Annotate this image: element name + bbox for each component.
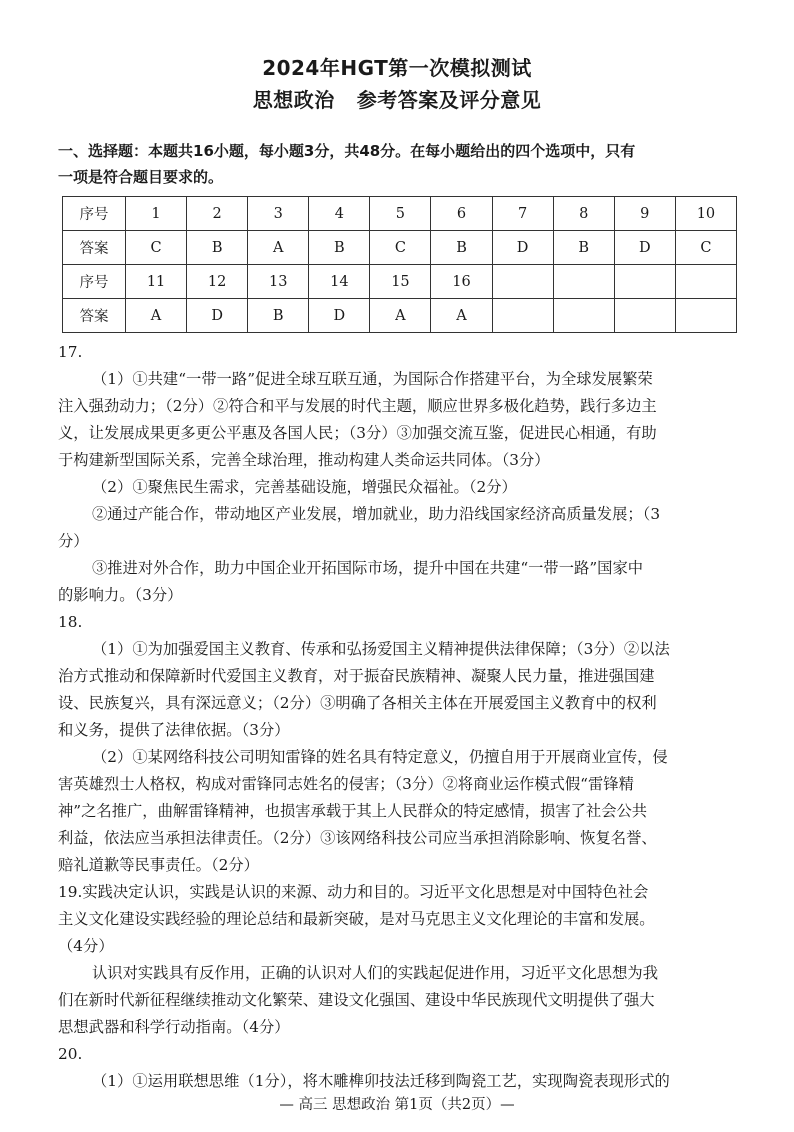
table-cell xyxy=(675,299,736,333)
table-cell: 12 xyxy=(187,265,248,299)
row-label: 序号 xyxy=(63,197,126,231)
table-cell: B xyxy=(309,231,370,265)
question-20-number: 20. xyxy=(58,1045,83,1063)
answer-text-line: ②通过产能合作，带动地区产业发展，增加就业，助力沿线国家经济高质量发展；（3 xyxy=(92,505,661,523)
answer-text-line: 赔礼道歉等民事责任。（2分） xyxy=(58,856,259,874)
answer-text-line: 治方式推动和保障新时代爱国主义教育，对于振奋民族精神、凝聚人民力量，推进强国建 xyxy=(58,667,655,685)
answer-text-line: （2）①聚焦民生需求，完善基础设施，增强民众福祉。（2分） xyxy=(92,478,517,496)
answer-text-line: 认识对实践具有反作用，正确的认识对人们的实践起促进作用，习近平文化思想为我 xyxy=(92,964,658,982)
table-row xyxy=(63,231,737,265)
answer-text-line: 的影响力。（3分） xyxy=(58,586,183,604)
answer-text-line: （1）①共建“一带一路”促进全球互联互通，为国际合作搭建平台，为全球发展繁荣 xyxy=(92,370,653,388)
table-row xyxy=(63,265,737,299)
table-cell: B xyxy=(431,231,492,265)
table-cell: 2 xyxy=(187,197,248,231)
table-cell: 5 xyxy=(370,197,431,231)
table-cell: D xyxy=(187,299,248,333)
subject-label: 思想政治 xyxy=(252,88,335,112)
table-cell: A xyxy=(126,299,187,333)
table-cell: 8 xyxy=(553,197,614,231)
question-19-text: 19.实践决定认识，实践是认识的来源、动力和目的。习近平文化思想是对中国特色社会 xyxy=(58,883,649,901)
row-label: 答案 xyxy=(63,299,126,333)
table-cell: 3 xyxy=(248,197,309,231)
answer-text-line: 义，让发展成果更多更公平惠及各国人民；（3分）③加强交流互鉴，促进民心相通，有助 xyxy=(58,424,657,442)
answer-text-line: 们在新时代新征程继续推动文化繁荣、建设文化强国、建设中华民族现代文明提供了强大 xyxy=(58,991,655,1009)
table-cell xyxy=(553,299,614,333)
answer-text-line: （1）①运用联想思维（1分），将木雕榫卯技法迁移到陶瓷工艺，实现陶瓷表现形式的 xyxy=(92,1072,670,1090)
answer-text-line: （4分） xyxy=(58,937,114,955)
table-cell: C xyxy=(675,231,736,265)
table-cell xyxy=(553,265,614,299)
table-cell: 16 xyxy=(431,265,492,299)
question-17-number: 17. xyxy=(58,343,83,361)
answer-text-line: 思想武器和科学行动指南。（4分） xyxy=(58,1018,290,1036)
answer-text-line: ③推进对外合作，助力中国企业开拓国际市场，提升中国在共建“一带一路”国家中 xyxy=(92,559,644,577)
table-cell: A xyxy=(370,299,431,333)
table-row xyxy=(63,197,737,231)
table-cell: B xyxy=(248,299,309,333)
answer-text-line: 分） xyxy=(58,532,89,550)
answer-text-line: 害英雄烈士人格权，构成对雷锋同志姓名的侵害；（3分）②将商业运作模式假“雷锋精 xyxy=(58,775,634,793)
answer-text-line: 利益，依法应当承担法律责任。（2分）③该网络科技公司应当承担消除影响、恢复名誉、 xyxy=(58,829,657,847)
table-row xyxy=(63,299,737,333)
table-cell: C xyxy=(370,231,431,265)
table-cell: 7 xyxy=(492,197,553,231)
table-cell: 1 xyxy=(126,197,187,231)
subtitle-label: 参考答案及评分意见 xyxy=(356,88,542,112)
table-cell xyxy=(675,265,736,299)
answer-text-line: 设、民族复兴，具有深远意义；（2分）③明确了各相关主体在开展爱国主义教育中的权利 xyxy=(58,694,657,712)
table-cell: 11 xyxy=(126,265,187,299)
page-subtitle xyxy=(0,84,794,113)
answer-text-line: （1）①为加强爱国主义教育、传承和弘扬爱国主义精神提供法律保障；（3分）②以法 xyxy=(92,640,670,658)
table-cell: D xyxy=(309,299,370,333)
answer-text-line: 注入强劲动力；（2分）②符合和平与发展的时代主题，顺应世界多极化趋势，践行多边主 xyxy=(58,397,657,415)
page-footer: — 高三 思想政治 第1页（共2页）— xyxy=(279,1097,515,1113)
table-cell: D xyxy=(492,231,553,265)
table-cell: 6 xyxy=(431,197,492,231)
row-label: 答案 xyxy=(63,231,126,265)
table-cell: B xyxy=(187,231,248,265)
table-cell xyxy=(492,265,553,299)
answer-text-line: （2）①某网络科技公司明知雷锋的姓名具有特定意义，仍擅自用于开展商业宣传，侵 xyxy=(92,748,668,766)
table-cell: A xyxy=(248,231,309,265)
table-cell: 14 xyxy=(309,265,370,299)
table-cell xyxy=(614,265,675,299)
table-cell: C xyxy=(126,231,187,265)
table-cell: D xyxy=(614,231,675,265)
answer-text-line: 和义务，提供了法律依据。（3分） xyxy=(58,721,290,739)
answer-table xyxy=(62,196,737,333)
table-cell: B xyxy=(553,231,614,265)
table-cell: 13 xyxy=(248,265,309,299)
page-title: 2024年HGT第一次模拟测试 xyxy=(262,56,532,80)
table-cell: A xyxy=(431,299,492,333)
answer-text-line: 主义文化建设实践经验的理论总结和最新突破，是对马克思主义文化理论的丰富和发展。 xyxy=(58,910,655,928)
question-18-number: 18. xyxy=(58,613,83,631)
section-heading-line-1: 一、选择题：本题共16小题，每小题3分，共48分。在每小题给出的四个选项中，只有 xyxy=(58,142,636,160)
table-cell: 9 xyxy=(614,197,675,231)
table-cell: 15 xyxy=(370,265,431,299)
answer-text-line: 神”之名推广，曲解雷锋精神，也损害承载于其上人民群众的特定感情，损害了社会公共 xyxy=(58,802,648,820)
section-heading-line-2: 一项是符合题目要求的。 xyxy=(58,168,224,186)
answer-text-line: 于构建新型国际关系，完善全球治理，推动构建人类命运共同体。（3分） xyxy=(58,451,550,469)
table-cell: 4 xyxy=(309,197,370,231)
table-cell: 10 xyxy=(675,197,736,231)
table-cell xyxy=(614,299,675,333)
row-label: 序号 xyxy=(63,265,126,299)
table-cell xyxy=(492,299,553,333)
